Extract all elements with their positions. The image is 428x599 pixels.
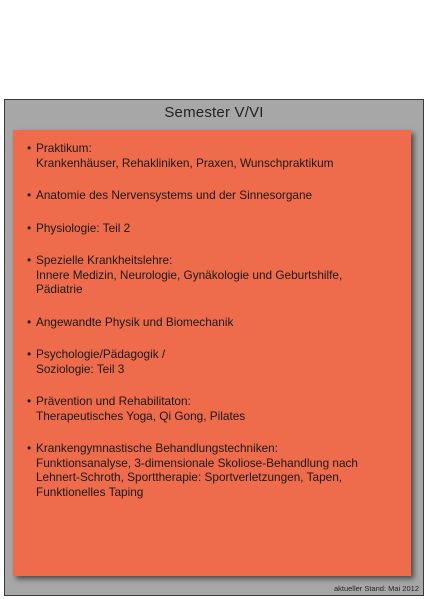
list-item <box>27 141 401 170</box>
semester-title: Semester V/VI <box>164 104 264 121</box>
bullet-icon: • <box>27 394 32 408</box>
list-item <box>27 253 401 297</box>
bullet-icon: • <box>27 188 32 202</box>
list-item-text: Prävention und Rehabilitaton: Therapeutisches Yoga, Qi Gong, Pilates <box>36 394 246 423</box>
list-item <box>27 315 401 330</box>
bullet-icon: • <box>27 347 32 361</box>
bullet-icon: • <box>27 253 32 267</box>
course-list-panel <box>13 130 411 576</box>
list-item-text: Krankengymnastische Behandlungstechniken: Funktionsanalyse, 3-dimensionale Skoliose-Behandlung nach Lehnert-Schroth, Sporttherapie: Sportverletzungen, Tapen, Funktionelles Taping <box>36 441 358 499</box>
list-item <box>27 221 401 236</box>
list-item-text: Physiologie: Teil 2 <box>36 220 131 235</box>
list-item <box>27 188 401 203</box>
list-item-text: Spezielle Krankheitslehre: Innere Medizin, Neurologie, Gynäkologie und Geburtshilfe, Pädiatrie <box>36 253 343 296</box>
list-item <box>27 394 401 423</box>
list-item-text: Psychologie/Pädagogik / Soziologie: Teil 3 <box>36 347 166 376</box>
list-item-text: Angewandte Physik und Biomechanik <box>36 314 234 329</box>
semester-frame <box>4 99 424 596</box>
bullet-icon: • <box>27 220 32 235</box>
list-item <box>27 441 401 499</box>
list-item-text: Anatomie des Nervensystems und der Sinnesorgane <box>36 188 313 202</box>
bullet-icon: • <box>27 441 32 455</box>
bullet-icon: • <box>27 141 32 155</box>
bullet-icon: • <box>27 314 32 329</box>
list-item-text: Praktikum: Krankenhäuser, Rehakliniken, Praxen, Wunschpraktikum <box>36 141 334 170</box>
list-item <box>27 347 401 376</box>
status-note: aktueller Stand: Mai 2012 <box>333 584 419 593</box>
